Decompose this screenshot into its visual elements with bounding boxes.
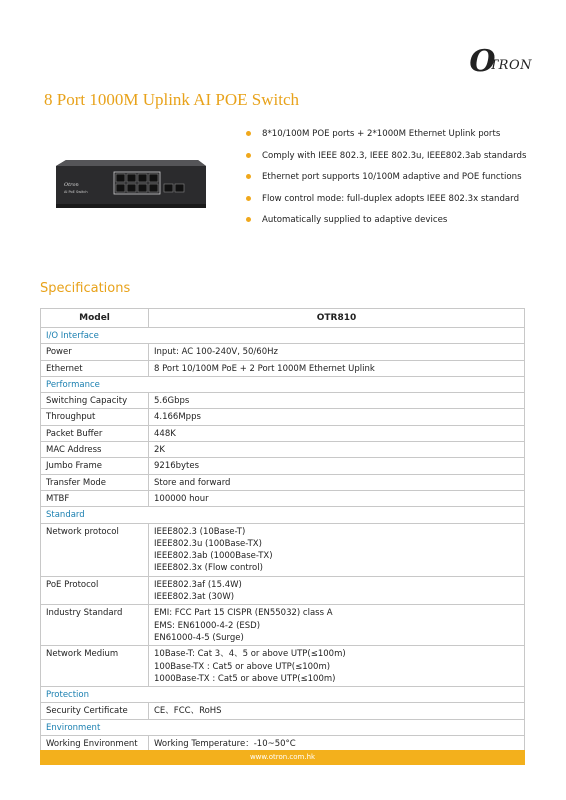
spec-value (149, 425, 525, 441)
spec-value-line: 100000 hour (154, 493, 209, 504)
spec-value (149, 646, 525, 687)
spec-row (41, 425, 525, 441)
bullet-dot-icon (246, 174, 251, 179)
bullet-dot-icon (246, 196, 251, 201)
section-row (41, 687, 525, 703)
spec-value (149, 605, 525, 646)
spec-value-line: IEEE802.3af (15.4W) (154, 579, 242, 590)
section-row (41, 719, 525, 735)
section-title: I/O Interface (41, 328, 525, 344)
feature-text: Comply with IEEE 802.3, IEEE 802.3u, IEEE802.3ab standards (262, 150, 527, 161)
header-model-value: OTR810 (149, 309, 525, 328)
spec-value (149, 458, 525, 474)
spec-value-line: Working Temperature：-10~50°C (154, 739, 296, 750)
spec-table (40, 308, 525, 752)
spec-row (41, 360, 525, 376)
spec-value-line: 5.6Gbps (154, 396, 190, 407)
logo-text: TRON (489, 58, 532, 73)
spec-label: Security Certificate (41, 703, 149, 719)
spec-value-line: Store and forward (154, 477, 231, 488)
feature-text: 8*10/100M POE ports + 2*1000M Ethernet Uplink ports (262, 129, 501, 139)
spec-row (41, 409, 525, 425)
feature-item (246, 128, 526, 150)
feature-text: Ethernet port supports 10/100M adaptive and POE functions (262, 172, 522, 183)
spec-value (149, 360, 525, 376)
section-title: Performance (41, 376, 525, 392)
spec-value-line: 2K (154, 445, 165, 456)
spec-table-header (41, 309, 525, 328)
spec-label: Packet Buffer (41, 425, 149, 441)
spec-row (41, 646, 525, 687)
spec-label: MAC Address (41, 442, 149, 458)
spec-row (41, 523, 525, 576)
feature-item (246, 214, 526, 236)
spec-row (41, 576, 525, 605)
spec-value-line: 100Base-TX : Cat5 or above UTP(≤100m) (154, 661, 331, 672)
spec-value-line: 448K (154, 428, 176, 439)
spec-row (41, 458, 525, 474)
spec-value-line: IEEE802.3x (Flow control) (154, 563, 263, 574)
spec-label: PoE Protocol (41, 576, 149, 605)
spec-value (149, 523, 525, 576)
section-row (41, 507, 525, 523)
product-label: AI PoE Switch (64, 190, 88, 194)
spec-value (149, 344, 525, 360)
spec-value (149, 442, 525, 458)
brand-logo (469, 44, 532, 79)
spec-label: Working Environment (41, 736, 149, 752)
spec-value-line: 9216bytes (154, 461, 200, 472)
bullet-dot-icon (246, 217, 251, 222)
spec-value-line: IEEE802.3at (30W) (154, 592, 235, 603)
bullet-dot-icon (246, 153, 251, 158)
spec-value-line: EN61000-4-5 (Surge) (154, 632, 244, 643)
spec-value-line: 8 Port 10/100M PoE + 2 Port 1000M Ethernet Uplink (154, 363, 375, 374)
spec-row (41, 605, 525, 646)
spec-value-line: 10Base-T: Cat 3、4、5 or above UTP(≤100m) (154, 649, 346, 660)
spec-label: Ethernet (41, 360, 149, 376)
page-title: 8 Port 1000M Uplink AI POE Switch (44, 90, 300, 109)
spec-row (41, 490, 525, 506)
spec-value-line: EMI: FCC Part 15 CISPR (EN55032) class A (154, 608, 333, 619)
spec-value (149, 576, 525, 605)
spec-value (149, 490, 525, 506)
section-title: Standard (41, 507, 525, 523)
section-title: Protection (41, 687, 525, 703)
footer-website: www.otron.com.hk (40, 750, 525, 765)
spec-value-line: Input: AC 100-240V, 50/60Hz (154, 347, 278, 358)
feature-item (246, 171, 526, 193)
spec-label: Switching Capacity (41, 393, 149, 409)
feature-item (246, 193, 526, 215)
feature-list (246, 128, 526, 236)
spec-value-line: IEEE802.3ab (1000Base-TX) (154, 551, 273, 562)
spec-row (41, 703, 525, 719)
spec-value (149, 474, 525, 490)
spec-row (41, 442, 525, 458)
product-image (56, 152, 206, 214)
spec-label: Network protocol (41, 523, 149, 576)
header-model: Model (41, 309, 149, 328)
spec-value-line: 1000Base-TX : Cat5 or above UTP(≤100m) (154, 673, 336, 684)
spec-value-line: CE、FCC、RoHS (154, 706, 222, 717)
specifications-heading: Specifications (40, 281, 131, 296)
spec-row (41, 474, 525, 490)
spec-label: Network Medium (41, 646, 149, 687)
section-row (41, 376, 525, 392)
spec-value-line: IEEE802.3 (10Base-T) (154, 526, 246, 537)
spec-row (41, 393, 525, 409)
spec-value (149, 393, 525, 409)
spec-label: Transfer Mode (41, 474, 149, 490)
spec-label: Industry Standard (41, 605, 149, 646)
feature-text: Automatically supplied to adaptive devices (262, 215, 448, 226)
section-title: Environment (41, 719, 525, 735)
product-brand: Otron (64, 182, 79, 188)
feature-item (246, 150, 526, 172)
section-row (41, 328, 525, 344)
spec-label: Throughput (41, 409, 149, 425)
spec-label: Jumbo Frame (41, 458, 149, 474)
spec-row (41, 344, 525, 360)
spec-value-line: 4.166Mpps (154, 412, 201, 423)
spec-label: Power (41, 344, 149, 360)
spec-value (149, 409, 525, 425)
logo-letter: O (469, 44, 496, 79)
spec-value-line: IEEE802.3u (100Base-TX) (154, 538, 262, 549)
spec-label: MTBF (41, 490, 149, 506)
bullet-dot-icon (246, 131, 251, 136)
spec-value-line: EMS: EN61000-4-2 (ESD) (154, 620, 261, 631)
spec-value (149, 703, 525, 719)
feature-text: Flow control mode: full-duplex adopts IEEE 802.3x standard (262, 193, 520, 204)
